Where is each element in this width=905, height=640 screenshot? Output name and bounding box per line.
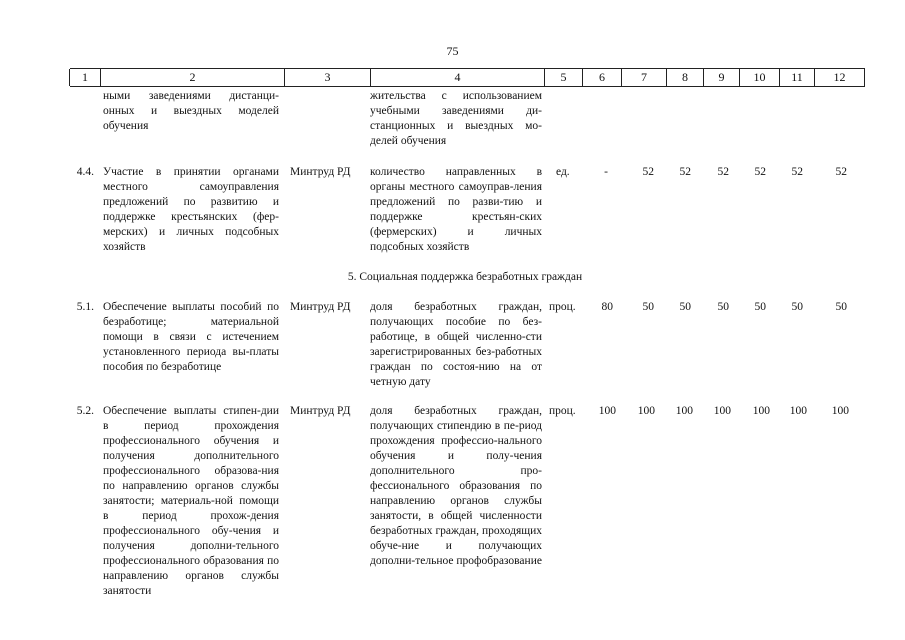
task-text: Участие в принятии органами местного самоуправления предложений по развитию и поддержке крестьянских (фер-мерских) и личных подсобных хозяйств [103, 166, 279, 253]
value-col-9: 100 [713, 405, 731, 417]
header-col-3: 3 [324, 70, 331, 84]
task-text: Обеспечение выплаты пособий по безработице; материальной помощи в связи с истечением установленного периода вы-платы пособия по безработице [103, 301, 279, 373]
value-col-11: 52 [791, 166, 803, 178]
value-col-10: 50 [754, 301, 766, 313]
value-col-12: 50 [835, 301, 847, 313]
unit: проц. [549, 405, 576, 417]
table-header-row [70, 68, 865, 87]
value-col-11: 100 [789, 405, 807, 417]
unit: проц. [549, 301, 576, 313]
value-col-6: 100 [598, 405, 616, 417]
section-heading: 5. Социальная поддержка безработных граждан [347, 271, 583, 283]
value-col-6: 80 [601, 301, 613, 313]
task-text: Обеспечение выплаты стипен-дии в период прохождения профессионального обучения и получения дополнительного профессионального образова-ния по направлению органов службы занятости; материаль-ной помощи в период прохож-дения профессионального обу-чения и получения дополни-тельного профессионального образования по направлению органов службы занятости [103, 405, 279, 597]
value-col-10: 52 [754, 166, 766, 178]
row-number: 4.4. [76, 166, 94, 178]
unit: ед. [556, 166, 570, 178]
indicator-text: доля безработных граждан, получающих стипендию в пе-риод прохождения профессио-нального обучения и полу-чения дополнительного про-фессионального образования по направлению органов службы занятости, в общей численности безработных граждан, проходящих обуче-ние и получающих дополни-тельное профобразование [370, 405, 542, 567]
value-col-12: 100 [831, 405, 849, 417]
value-col-8: 52 [679, 166, 691, 178]
header-col-9: 9 [718, 70, 725, 84]
header-col-4: 4 [454, 70, 461, 84]
value-col-9: 52 [717, 166, 729, 178]
indicator-text: количество направленных в органы местного самоуправ-ления предложений по разви-тию и поддержке крестьян-ских (фермерских) и личных подсобных хозяйств [370, 166, 542, 253]
value-col-8: 50 [679, 301, 691, 313]
row-number: 5.2. [76, 405, 94, 417]
executor: Минтруд РД [290, 405, 351, 417]
page-number: 75 [446, 44, 459, 58]
header-col-6: 6 [599, 70, 605, 84]
header-col-10: 10 [753, 70, 766, 84]
header-col-2: 2 [189, 70, 196, 84]
row-number: 5.1. [76, 301, 94, 313]
header-col-12: 12 [833, 70, 846, 84]
executor: Минтруд РД [290, 166, 351, 178]
value-col-7: 52 [642, 166, 654, 178]
value-col-11: 50 [791, 301, 803, 313]
value-col-10: 100 [752, 405, 770, 417]
executor: Минтруд РД [290, 301, 351, 313]
indicator-text: доля безработных граждан, получающих пособие по без-работице, в общей численно-сти зарегистрированных без-работных граждан по состоя-нию на от четную дату [370, 301, 542, 388]
header-col-5: 5 [560, 70, 567, 84]
value-col-7: 50 [642, 301, 654, 313]
header-col-7: 7 [641, 70, 647, 84]
value-col-9: 50 [717, 301, 729, 313]
header-col-1: 1 [82, 70, 88, 84]
value-col-12: 52 [835, 166, 847, 178]
value-col-8: 100 [675, 405, 693, 417]
header-col-11: 11 [791, 70, 803, 84]
value-col-6: - [604, 166, 608, 178]
continued-indicator-text: жительства с использованием учебными заведениями ди-станционных и выездных мо-делей обучения [370, 90, 542, 147]
value-col-7: 100 [637, 405, 655, 417]
continued-task-text: ными заведениями дистанци-онных и выездных моделей обучения [103, 90, 279, 132]
header-col-8: 8 [682, 70, 688, 84]
